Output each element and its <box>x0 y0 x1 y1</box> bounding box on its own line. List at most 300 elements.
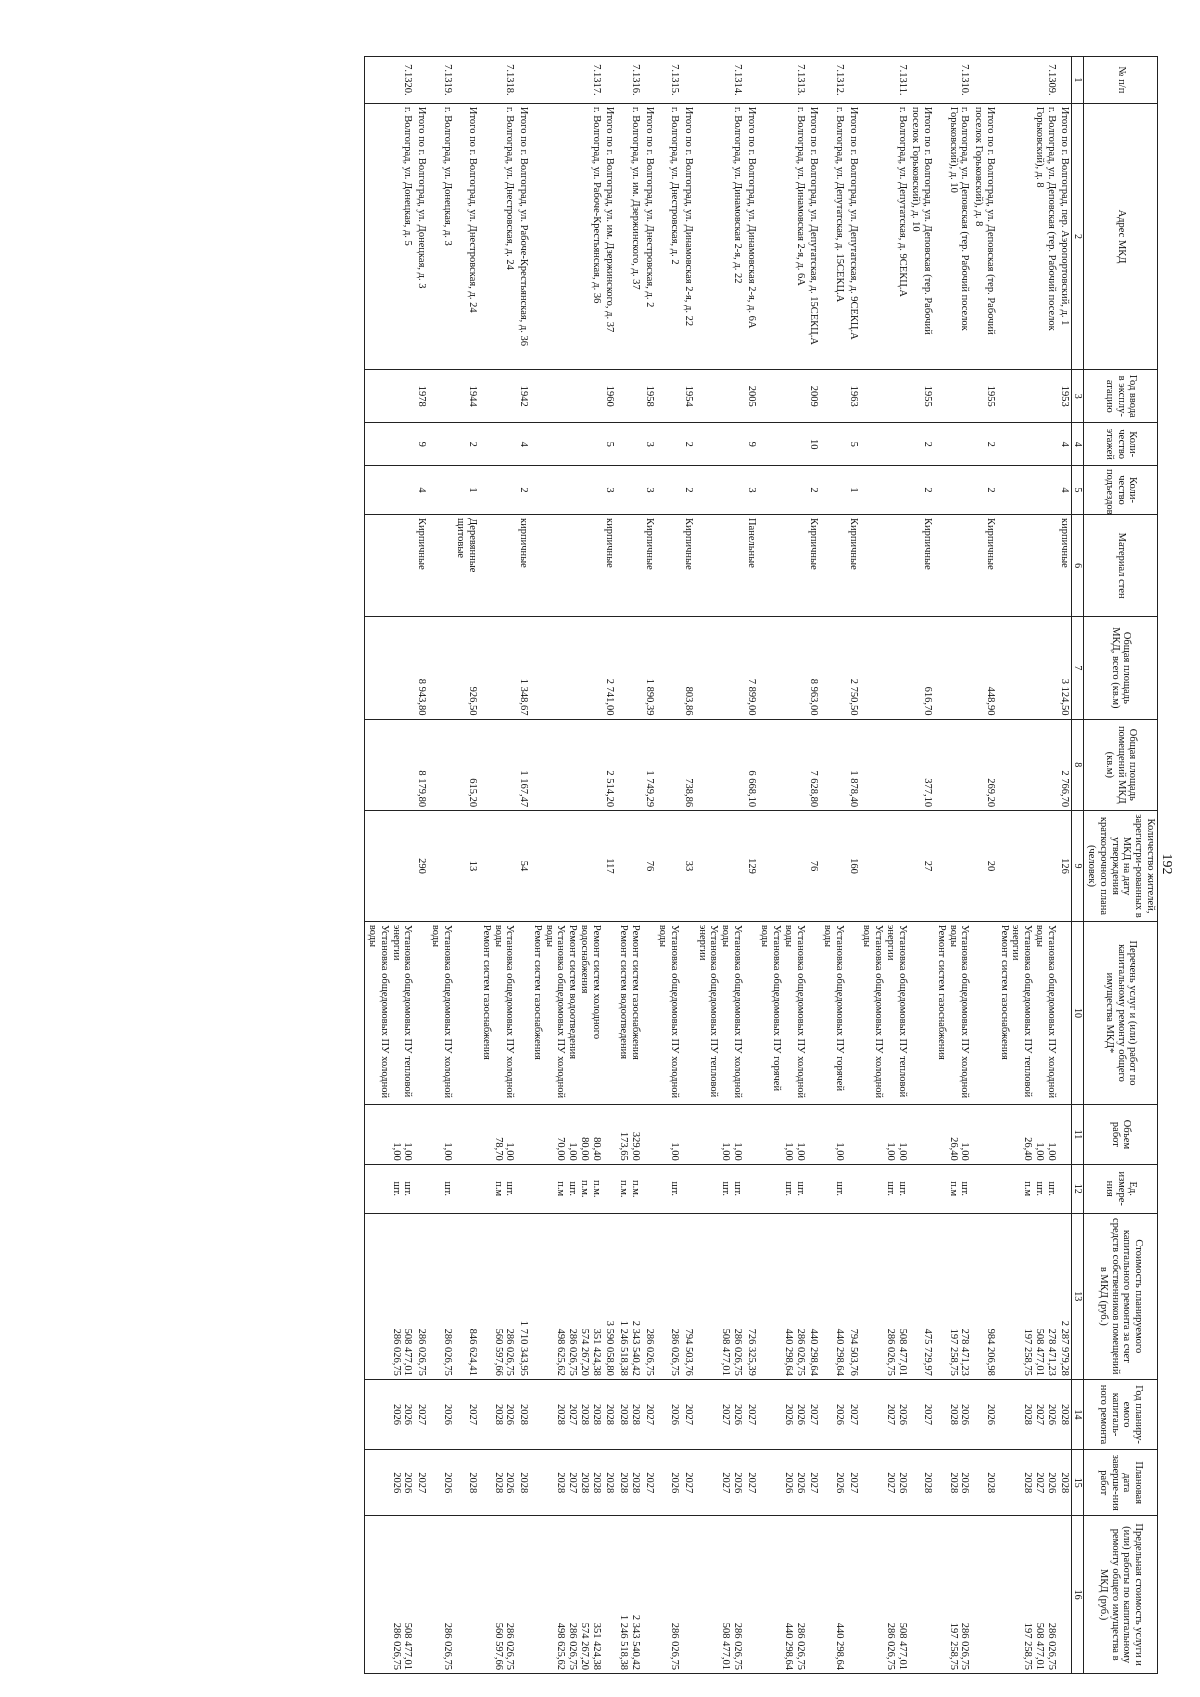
plan-year-line: 2027 <box>567 1404 579 1426</box>
entrances-cell: 2 <box>909 466 935 515</box>
row-number-cell <box>909 57 935 104</box>
address-cell: Итого по г. Волгоград, ул. Депутатская, д. 15СЕКЦ.А <box>807 103 821 369</box>
wall-material-cell <box>934 515 971 617</box>
total-area-cell <box>820 617 846 719</box>
works-list-cell <box>758 921 807 1104</box>
wall-material-cell: Деревянные щитовые <box>454 515 480 617</box>
unit-cell <box>414 1164 428 1213</box>
rooms-area-cell <box>530 719 603 811</box>
residents-cell <box>365 811 415 922</box>
year-built-cell <box>530 370 603 423</box>
works-list-cell <box>744 921 758 1104</box>
entrances-cell: 3 <box>744 466 758 515</box>
works-list-line: Установка общедомовых ПУ горячей воды <box>822 924 845 1092</box>
total-area-cell: 2 750,50 <box>846 617 860 719</box>
year-built-cell: 1953 <box>1058 370 1072 423</box>
total-area-cell <box>479 617 516 719</box>
end-date-line: 2026 <box>959 1472 971 1494</box>
column-number: 11 <box>1072 1105 1084 1165</box>
works-list-cell <box>642 921 656 1104</box>
unit-cell <box>616 1164 642 1213</box>
residents-cell <box>616 811 642 922</box>
works-list-cell <box>846 921 860 1104</box>
floors-cell: 2 <box>454 423 480 466</box>
cost-cell <box>860 1213 909 1379</box>
table-row <box>616 57 642 1674</box>
cost-cell <box>656 1213 682 1379</box>
works-list-cell <box>428 921 454 1104</box>
address-cell: Итого по г. Волгоград, ул. Динамовская 2-я, д. 22 <box>681 103 695 369</box>
entrances-cell <box>695 466 744 515</box>
works-list-line: Ремонт систем газоснабжения <box>480 924 492 1060</box>
plan-year-line: 2028 <box>578 1404 590 1426</box>
entrances-cell <box>820 466 846 515</box>
entrances-cell <box>860 466 909 515</box>
works-list-line: Ремонт систем газоснабжения <box>629 924 641 1060</box>
unit-cell <box>479 1164 516 1213</box>
residents-cell: 27 <box>909 811 935 922</box>
row-number-cell: 7.1312. <box>820 57 846 104</box>
plan-year-cell <box>365 1379 415 1449</box>
works-list-cell <box>530 921 603 1104</box>
entrances-cell: 4 <box>1058 466 1072 515</box>
entrances-cell <box>530 466 603 515</box>
cost-cell <box>454 1213 480 1379</box>
plan-year-line: 2026 <box>782 1404 794 1426</box>
works-list-cell <box>414 921 428 1104</box>
floors-cell <box>530 423 603 466</box>
plan-year-line: 2028 <box>947 1404 959 1426</box>
cost-line: 286 026,75 <box>567 1328 579 1376</box>
end-date-line: 2027 <box>567 1472 579 1494</box>
works-list-line: Установка общедомовых ПУ холодной воды <box>543 924 567 1099</box>
rooms-area-cell: 615,20 <box>454 719 480 811</box>
wall-material-cell: Кирпичные <box>846 515 860 617</box>
entrances-cell: 4 <box>414 466 428 515</box>
cost-line: 286 026,75 <box>390 1328 402 1376</box>
wall-material-cell: Кирпичные <box>414 515 428 617</box>
limit-cost-cell <box>365 1516 415 1674</box>
volume-line: 26,40 <box>1022 1137 1034 1161</box>
floors-cell: 2 <box>681 423 695 466</box>
plan-year-cell <box>846 1379 860 1449</box>
year-built-cell <box>934 370 971 423</box>
end-date-line: 2028 <box>467 1472 479 1494</box>
subtotal-row <box>642 57 656 1674</box>
end-date-line: 2028 <box>618 1472 630 1494</box>
rooms-area-cell: 7 628,80 <box>807 719 821 811</box>
rooms-area-cell: 1 878,40 <box>846 719 860 811</box>
plan-year-line: 2027 <box>416 1404 428 1426</box>
plan-year-cell <box>642 1379 656 1449</box>
cost-cell <box>744 1213 758 1379</box>
volume-cell <box>516 1105 530 1165</box>
cost-line: 286 026,75 <box>794 1328 806 1376</box>
column-number: 1 <box>1072 57 1084 104</box>
rooms-area-cell: 1 167,47 <box>516 719 530 811</box>
works-list-cell <box>516 921 530 1104</box>
volume-cell <box>744 1105 758 1165</box>
entrances-cell: 3 <box>642 466 656 515</box>
works-list-cell <box>695 921 744 1104</box>
row-number-cell <box>414 57 428 104</box>
row-number-cell: 7.1317. <box>530 57 603 104</box>
cost-line: 726 325,39 <box>745 1328 757 1376</box>
floors-cell <box>479 423 516 466</box>
limit-cost-line: 508 477,01 <box>720 1622 732 1670</box>
entrances-cell: 1 <box>846 466 860 515</box>
rooms-area-cell: 2 766,70 <box>1058 719 1072 811</box>
plan-year-cell <box>860 1379 909 1449</box>
volume-line: 1,00 <box>833 1142 845 1161</box>
works-list-cell <box>616 921 642 1104</box>
limit-cost-cell <box>414 1516 428 1674</box>
end-date-cell <box>807 1450 821 1516</box>
residents-cell: 76 <box>807 811 821 922</box>
limit-cost-cell <box>603 1516 617 1674</box>
end-date-cell <box>681 1450 695 1516</box>
cost-line: 508 477,01 <box>402 1328 414 1376</box>
cost-cell <box>846 1213 860 1379</box>
floors-cell: 10 <box>807 423 821 466</box>
limit-cost-line: 574 267,20 <box>578 1622 590 1670</box>
end-date-line: 2028 <box>590 1472 602 1494</box>
column-number: 12 <box>1072 1164 1084 1213</box>
address-cell: г. Волгоград, ул. Днестровская, д. 24 <box>479 103 516 369</box>
limit-cost-line: 286 026,75 <box>1045 1622 1057 1670</box>
row-number-cell <box>846 57 860 104</box>
floors-cell: 9 <box>744 423 758 466</box>
rooms-area-cell <box>820 719 846 811</box>
works-list-line: Установка общедомовых ПУ холодной воды <box>782 924 806 1099</box>
end-date-cell <box>758 1450 807 1516</box>
table-row <box>860 57 909 1674</box>
cost-cell <box>414 1213 428 1379</box>
cost-line: 2 287 979,28 <box>1059 1320 1071 1376</box>
limit-cost-line: 498 625,62 <box>555 1622 567 1670</box>
cost-line: 286 026,75 <box>669 1328 681 1376</box>
plan-year-cell <box>603 1379 617 1449</box>
unit-line: шт. <box>504 1181 516 1196</box>
end-date-cell <box>1058 1450 1072 1516</box>
floors-cell <box>758 423 807 466</box>
year-built-cell <box>365 370 415 423</box>
volume-cell <box>642 1105 656 1165</box>
address-cell: г. Волгоград, ул. Депутатская, д. 9СЕКЦ.А <box>860 103 909 369</box>
unit-line: п.м. <box>578 1179 590 1198</box>
wall-material-cell <box>616 515 642 617</box>
volume-line: 80,00 <box>578 1137 590 1161</box>
total-area-cell: 3 124,50 <box>1058 617 1072 719</box>
total-area-cell: 8 963,00 <box>807 617 821 719</box>
row-number-cell <box>516 57 530 104</box>
works-list-cell <box>1058 921 1072 1104</box>
year-built-cell <box>997 370 1058 423</box>
table-row <box>758 57 807 1674</box>
residents-cell <box>997 811 1058 922</box>
residents-cell: 117 <box>603 811 617 922</box>
volume-line: 173,65 <box>618 1131 630 1161</box>
address-cell: г. Волгоград, ул. Днестровская, д. 2 <box>656 103 682 369</box>
total-area-cell: 616,70 <box>909 617 935 719</box>
year-built-cell <box>479 370 516 423</box>
address-cell: г. Волгоград, ул. Рабоче-Крестьянская, д. 36 <box>530 103 603 369</box>
unit-line: шт. <box>1045 1181 1057 1196</box>
plan-year-line: 2027 <box>682 1404 694 1426</box>
plan-year-line: 2028 <box>618 1404 630 1426</box>
unit-line: шт. <box>441 1181 453 1196</box>
column-header: Стоимость планируемого капитального ремонта за счет средств собственников помещений в МКД (руб.) <box>1084 1213 1158 1379</box>
subtotal-row <box>909 57 935 1674</box>
column-header: Коли-чество подъездов <box>1084 466 1158 515</box>
residents-cell: 54 <box>516 811 530 922</box>
address-cell: Итого по г. Волгоград, ул. Депутатская, д. 9СЕКЦ.А <box>846 103 860 369</box>
plan-year-line: 2027 <box>884 1404 896 1426</box>
works-list-line: Установка общедомовых ПУ холодной воды <box>861 924 885 1099</box>
cost-line: 846 624,41 <box>467 1328 479 1376</box>
plan-year-cell <box>656 1379 682 1449</box>
year-built-cell: 1954 <box>681 370 695 423</box>
cost-cell <box>820 1213 846 1379</box>
works-list-line: Установка общедомовых ПУ холодной воды <box>657 924 681 1099</box>
end-date-cell <box>414 1450 428 1516</box>
limit-cost-cell <box>820 1516 846 1674</box>
column-number-row <box>1072 57 1084 1674</box>
plan-year-line: 2027 <box>847 1404 859 1426</box>
cost-line: 278 471,23 <box>1045 1328 1057 1376</box>
plan-year-line: 2027 <box>643 1404 655 1426</box>
year-built-cell: 1963 <box>846 370 860 423</box>
plan-year-line: 2026 <box>402 1404 414 1426</box>
limit-cost-cell <box>695 1516 744 1674</box>
plan-year-line: 2026 <box>1045 1404 1057 1426</box>
column-number: 7 <box>1072 617 1084 719</box>
cost-cell <box>909 1213 935 1379</box>
row-number-cell: 7.1316. <box>616 57 642 104</box>
end-date-line: 2026 <box>782 1472 794 1494</box>
floors-cell: 4 <box>1058 423 1072 466</box>
rotated-page <box>26 44 1176 1684</box>
volume-line: 1,00 <box>731 1142 743 1161</box>
unit-cell <box>681 1164 695 1213</box>
unit-line: шт. <box>669 1181 681 1196</box>
unit-cell <box>860 1164 909 1213</box>
wall-material-cell: кирпичные <box>1058 515 1072 617</box>
address-cell: г. Волгоград, ул. Депутатская, д. 15СЕКЦ.А <box>820 103 846 369</box>
plan-year-cell <box>1058 1379 1072 1449</box>
works-list-cell <box>860 921 909 1104</box>
end-date-line: 2027 <box>720 1472 732 1494</box>
address-cell: г. Волгоград, ул. Деповская (тер. Рабочий поселок Горьковский), д. 10 <box>934 103 971 369</box>
entrances-cell <box>758 466 807 515</box>
unit-cell <box>656 1164 682 1213</box>
plan-year-line: 2026 <box>984 1404 996 1426</box>
year-built-cell: 1955 <box>971 370 997 423</box>
unit-line: шт. <box>567 1181 579 1196</box>
works-list-cell <box>365 921 415 1104</box>
works-list-line: Ремонт систем газоснабжения <box>998 924 1010 1060</box>
cost-line: 286 026,75 <box>643 1328 655 1376</box>
address-cell: Итого по г. Волгоград, ул. Донецкая, д. 3 <box>414 103 428 369</box>
cost-line: 498 625,62 <box>555 1328 567 1376</box>
end-date-line: 2028 <box>578 1472 590 1494</box>
plan-year-cell <box>695 1379 744 1449</box>
year-built-cell: 1944 <box>454 370 480 423</box>
limit-cost-cell <box>860 1516 909 1674</box>
column-header: № п/п <box>1084 57 1158 104</box>
rooms-area-cell <box>365 719 415 811</box>
rooms-area-cell <box>656 719 682 811</box>
wall-material-cell: кирпичные <box>603 515 617 617</box>
column-number: 14 <box>1072 1379 1084 1449</box>
plan-year-cell <box>530 1379 603 1449</box>
plan-year-line: 2027 <box>1033 1404 1045 1426</box>
residents-cell <box>530 811 603 922</box>
unit-line: шт. <box>1033 1181 1045 1196</box>
cost-cell <box>971 1213 997 1379</box>
floors-cell <box>656 423 682 466</box>
cost-line: 351 424,38 <box>590 1328 602 1376</box>
end-date-line: 2027 <box>682 1472 694 1494</box>
cost-cell <box>1058 1213 1072 1379</box>
row-number-cell: 7.1315. <box>656 57 682 104</box>
column-number: 2 <box>1072 103 1084 369</box>
rooms-area-cell: 738,86 <box>681 719 695 811</box>
table-row <box>695 57 744 1674</box>
residents-cell <box>695 811 744 922</box>
unit-line: п.м. <box>629 1179 641 1198</box>
limit-cost-line: 440 298,64 <box>782 1622 794 1670</box>
volume-line: 1,00 <box>896 1142 908 1161</box>
unit-cell <box>1058 1164 1072 1213</box>
unit-cell <box>642 1164 656 1213</box>
column-header: Год ввода в эксплу-атацию <box>1084 370 1158 423</box>
wall-material-cell <box>428 515 454 617</box>
volume-cell <box>530 1105 603 1165</box>
wall-material-cell: Кирпичные <box>909 515 935 617</box>
floors-cell: 5 <box>846 423 860 466</box>
end-date-cell <box>454 1450 480 1516</box>
cost-line: 286 026,75 <box>504 1328 516 1376</box>
total-area-cell <box>616 617 642 719</box>
cost-line: 440 298,64 <box>833 1328 845 1376</box>
plan-year-cell <box>428 1379 454 1449</box>
unit-cell <box>516 1164 530 1213</box>
rooms-area-cell <box>860 719 909 811</box>
table-row <box>934 57 971 1674</box>
end-date-line: 2028 <box>555 1472 567 1494</box>
limit-cost-line: 440 298,64 <box>833 1622 845 1670</box>
unit-cell <box>758 1164 807 1213</box>
works-list-line: Установка общедомовых ПУ тепловой энергии <box>390 924 414 1098</box>
residents-cell: 76 <box>642 811 656 922</box>
subtotal-row <box>454 57 480 1674</box>
unit-cell <box>603 1164 617 1213</box>
volume-cell <box>846 1105 860 1165</box>
entrances-cell: 2 <box>807 466 821 515</box>
works-list-line: Установка общедомовых ПУ холодной воды <box>1033 924 1057 1099</box>
cost-line: 508 477,01 <box>896 1328 908 1376</box>
unit-line: шт. <box>720 1181 732 1196</box>
column-header: Общая площадь помещений МКД (кв.м) <box>1084 719 1158 811</box>
plan-year-cell <box>479 1379 516 1449</box>
subtotal-row <box>681 57 695 1674</box>
rooms-area-cell <box>695 719 744 811</box>
column-header: Перечень услуг и (или) работ по капитальному ремонту общего имущества МКД* <box>1084 921 1158 1104</box>
limit-cost-line: 508 477,01 <box>1033 1622 1045 1670</box>
table-body <box>365 57 1072 1674</box>
year-built-cell <box>428 370 454 423</box>
row-number-cell <box>807 57 821 104</box>
limit-cost-cell <box>616 1516 642 1674</box>
column-header: Год планиру-емого капиталь-ного ремонта <box>1084 1379 1158 1449</box>
end-date-line: 2027 <box>847 1472 859 1494</box>
end-date-cell <box>428 1450 454 1516</box>
volume-cell <box>603 1105 617 1165</box>
volume-line: 1,00 <box>794 1142 806 1161</box>
rooms-area-cell <box>934 719 971 811</box>
limit-cost-line: 286 026,75 <box>390 1622 402 1670</box>
limit-cost-cell <box>971 1516 997 1674</box>
end-date-line: 2028 <box>604 1472 616 1494</box>
cost-line: 286 026,75 <box>884 1328 896 1376</box>
entrances-cell <box>365 466 415 515</box>
table-row <box>479 57 516 1674</box>
wall-material-cell: кирпичные <box>516 515 530 617</box>
residents-cell: 33 <box>681 811 695 922</box>
limit-cost-cell <box>934 1516 971 1674</box>
volume-cell <box>820 1105 846 1165</box>
table-row <box>997 57 1058 1674</box>
volume-line: 329,00 <box>629 1131 641 1161</box>
wall-material-cell <box>997 515 1058 617</box>
cost-cell <box>603 1213 617 1379</box>
rooms-area-cell: 1 749,29 <box>642 719 656 811</box>
cost-line: 286 026,75 <box>441 1328 453 1376</box>
entrances-cell: 2 <box>971 466 997 515</box>
limit-cost-cell <box>758 1516 807 1674</box>
limit-cost-cell <box>428 1516 454 1674</box>
volume-line: 1,00 <box>441 1142 453 1161</box>
volume-cell <box>616 1105 642 1165</box>
end-date-line: 2026 <box>731 1472 743 1494</box>
plan-year-cell <box>934 1379 971 1449</box>
cost-line: 278 471,23 <box>959 1328 971 1376</box>
works-list-cell <box>971 921 997 1104</box>
end-date-line: 2028 <box>922 1472 934 1494</box>
residents-cell <box>820 811 846 922</box>
year-built-cell <box>616 370 642 423</box>
cost-cell <box>530 1213 603 1379</box>
cost-line: 197 258,75 <box>1022 1328 1034 1376</box>
total-area-cell <box>365 617 415 719</box>
rooms-area-cell <box>428 719 454 811</box>
total-area-cell: 1 890,39 <box>642 617 656 719</box>
volume-line: 1,00 <box>669 1142 681 1161</box>
plan-year-line: 2026 <box>896 1404 908 1426</box>
address-cell: Итого по г. Волгоград, ул. Деповская (тер. Рабочий поселок Горьковский), д. 8 <box>971 103 997 369</box>
wall-material-cell: Кирпичные <box>807 515 821 617</box>
year-built-cell: 2005 <box>744 370 758 423</box>
plan-year-line: 2026 <box>794 1404 806 1426</box>
plan-year-line: 2026 <box>959 1404 971 1426</box>
works-list-line: Ремонт систем холодного водоснабжения <box>578 924 602 1040</box>
rooms-area-cell: 377,10 <box>909 719 935 811</box>
entrances-cell <box>616 466 642 515</box>
wall-material-cell: Кирпичные <box>642 515 656 617</box>
table-row <box>365 57 415 1674</box>
cost-cell <box>642 1213 656 1379</box>
